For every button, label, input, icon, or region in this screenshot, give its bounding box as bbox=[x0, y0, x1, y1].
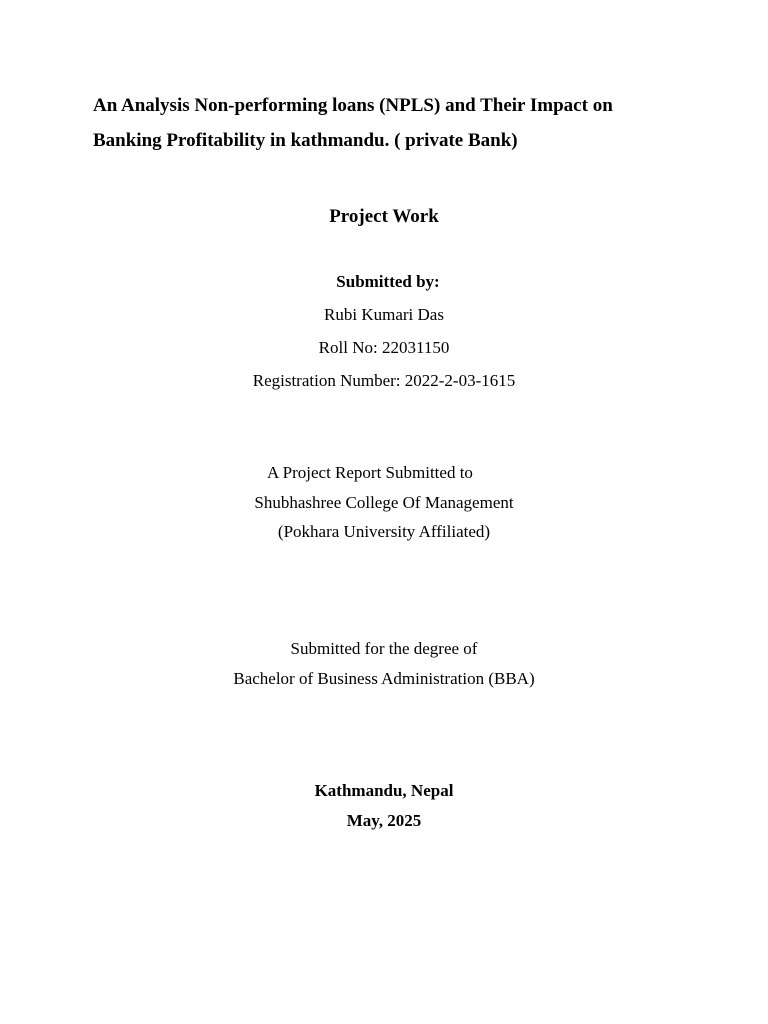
degree-intro: Submitted for the degree of bbox=[290, 639, 478, 658]
project-work-heading: Project Work bbox=[329, 206, 439, 227]
submission-date: May, 2025 bbox=[346, 811, 422, 830]
registration-number: Registration Number: 2022-2-03-1615 bbox=[252, 371, 516, 390]
location: Kathmandu, Nepal bbox=[314, 781, 454, 800]
roll-number: Roll No: 22031150 bbox=[318, 338, 450, 357]
degree-name: Bachelor of Business Administration (BBA) bbox=[233, 669, 535, 688]
document-title-line-1: An Analysis Non-performing loans (NPLS) and Their Impact on bbox=[93, 95, 613, 116]
document-title-line-2: Banking Profitability in kathmandu. ( private Bank) bbox=[93, 130, 518, 151]
college-name: Shubhashree College Of Management bbox=[254, 493, 514, 512]
submitted-by-label: Submitted by: bbox=[336, 272, 440, 291]
student-name: Rubi Kumari Das bbox=[324, 305, 444, 324]
university-affiliation: (Pokhara University Affiliated) bbox=[277, 522, 491, 541]
report-submitted-to: A Project Report Submitted to bbox=[267, 463, 473, 482]
